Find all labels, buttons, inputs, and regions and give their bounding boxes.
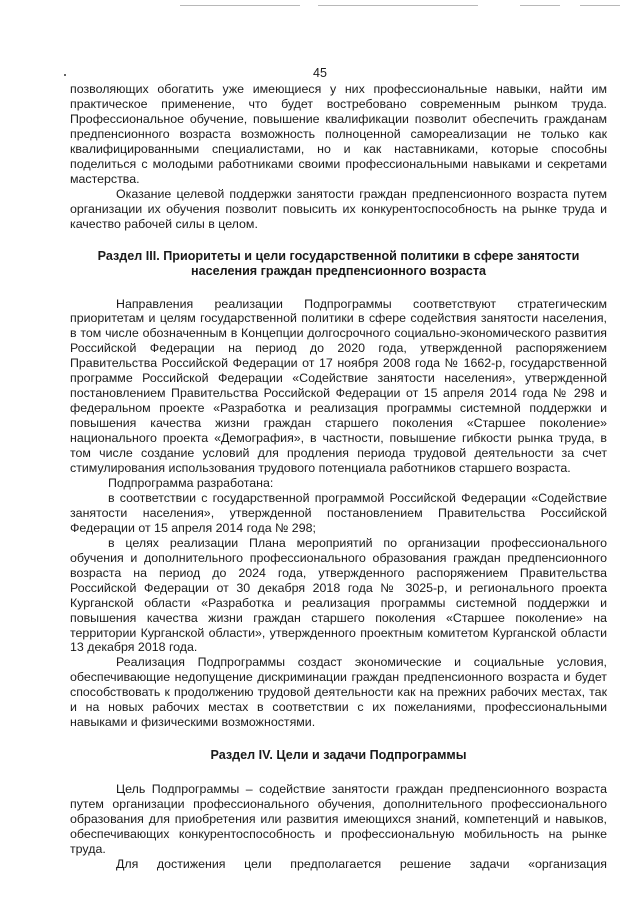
section-heading-3: Раздел III. Приоритеты и цели государственной политики в сфере занятости населения граждан предпенсионного возраста	[97, 248, 580, 278]
page-number: 45	[313, 66, 327, 80]
section-heading-4: Раздел IV. Цели и задачи Подпрограммы	[210, 748, 467, 763]
paragraph: Направления реализации Подпрограммы соответствуют стратегическим приоритетам и целям государственной политики в сфере содействия занятости населения, в том числе обозначенным в Концепции долгосрочного социально-экономического развития Российской Федерации на период до 2020 года, утвержденной распоряжением Правительства Российской Федерации от 17 ноября 2008 года № 1662-р, государственной программе Российской Федерации «Содействие занятости населения», утвержденной постановлением Правительства Российской Федерации от 15 апреля 2014 года № 298 и федеральном проекте «Разработка и реализация программы системной поддержки и повышения качества жизни граждан старшего поколения «Старшее поколение» национального проекта «Демография», в частности, повышение гибкости рынка труда, в том числе создание условий для продления периода трудовой деятельности за счет стимулирования использования трудового потенциала работников старшего возраста.	[70, 296, 607, 476]
scan-artifact-line	[580, 5, 620, 6]
scan-artifact-line	[520, 5, 560, 6]
scan-artifact-line	[318, 5, 478, 6]
paragraph: в целях реализации Плана мероприятий по организации профессионального обучения и дополнительного профессионального образования граждан предпенсионного возраста на период до 2024 года, утвержденного распоряжением Правительства Российской Федерации от 30 декабря 2018 года № 3025-р, и регионального проекта Курганской области «Разработка и реализация программы системной поддержки и повышения качества жизни граждан старшего поколения «Старшее поколение» на территории Курганской области», утвержденного проектным комитетом Курганской области 13 декабря 2018 года.	[70, 535, 607, 655]
paragraph: позволяющих обогатить уже имеющиеся у них профессиональные навыки, найти им практическое применение, что будет востребовано современным рынком труда. Профессиональное обучение, повышение квалификации позволит обеспечить гражданам предпенсионного возраста возможность полноценной самореализации не только как квалифицированными специалистами, но и как наставниками, которые способны поделиться с молодыми работниками своими профессиональными навыками и секретами мастерства.	[70, 82, 607, 186]
paragraph: в соответствии с государственной программой Российской Федерации «Содействие занятости населения», утвержденной постановлением Правительства Российской Федерации от 15 апреля 2014 года № 298;	[70, 490, 607, 535]
paragraph: Цель Подпрограммы – содействие занятости граждан предпенсионного возраста путем организации профессионального обучения, дополнительного профессионального образования для приобретения или развития имеющихся знаний, компетенций и навыков, обеспечивающих конкурентоспособность и профессиональную мобильность на рынке труда.	[70, 782, 607, 856]
scan-artifact-line	[180, 5, 300, 6]
paragraph: Реализация Подпрограммы создаст экономические и социальные условия, обеспечивающие недопущение дискриминации граждан предпенсионного возраста и будет способствовать к продолжению трудовой деятельности как на прежних рабочих местах, так и на новых рабочих местах в соответствии с их пожеланиями, профессиональными навыками и физическими возможностями.	[70, 655, 607, 730]
paragraph: Подпрограмма разработана:	[108, 475, 274, 490]
paragraph: Оказание целевой поддержки занятости граждан предпенсионного возраста путем организации их обучения позволит повысить их конкурентоспособность на рынке труда и качество рабочей силы в целом.	[70, 186, 607, 231]
paragraph: Для достижения цели предполагается решение задачи «организация	[116, 856, 607, 871]
document-body	[70, 82, 607, 872]
